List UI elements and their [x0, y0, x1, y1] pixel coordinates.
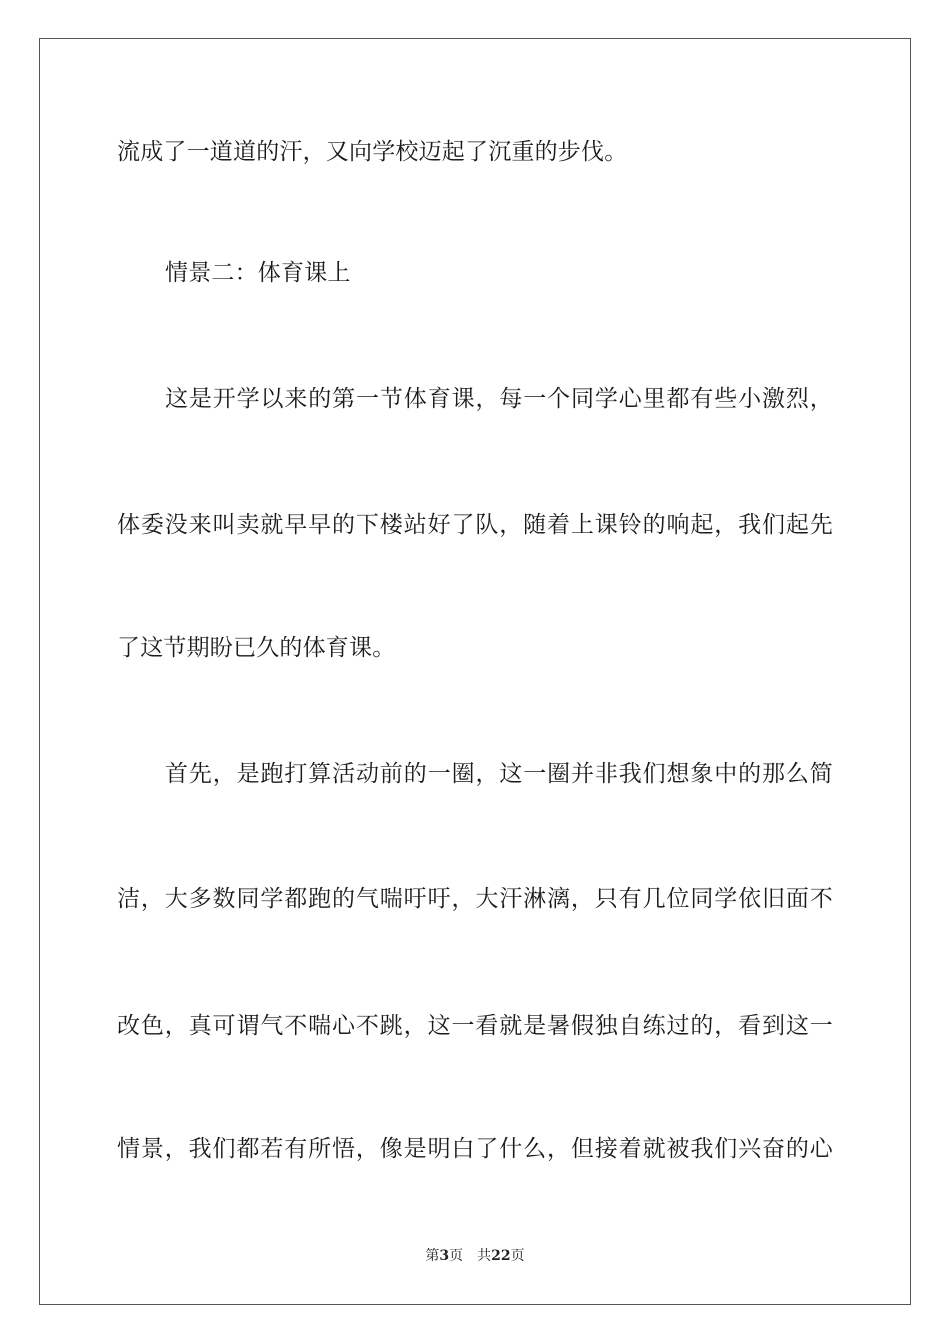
footer-page-suffix: 页 [449, 1248, 464, 1264]
page-footer [0, 1246, 950, 1266]
text-line-8: 改色，真可谓气不喘心不跳，这一看就是暑假独自练过的，看到这一 [117, 1013, 833, 1039]
footer-page-prefix: 第 [425, 1248, 440, 1264]
section-heading: 情景二：体育课上 [165, 260, 351, 286]
footer-page-number: 3 [439, 1248, 450, 1264]
footer-total-prefix: 共 [477, 1248, 492, 1264]
text-line-9: 情景，我们都若有所悟，像是明白了什么，但接着就被我们兴奋的心 [117, 1136, 833, 1162]
footer-total-pages: 22 [491, 1248, 511, 1264]
footer-total-suffix: 页 [510, 1248, 525, 1264]
text-line-1: 流成了一道道的汗，又向学校迈起了沉重的步伐。 [117, 139, 628, 165]
text-line-4: 体委没来叫卖就早早的下楼站好了队，随着上课铃的响起，我们起先 [117, 512, 833, 538]
page-border [39, 38, 911, 1305]
text-line-7: 洁，大多数同学都跑的气喘吁吁，大汗淋漓，只有几位同学依旧面不 [117, 886, 833, 912]
text-line-3: 这是开学以来的第一节体育课，每一个同学心里都有些小激烈， [165, 386, 833, 412]
text-line-6: 首先，是跑打算活动前的一圈，这一圈并非我们想象中的那么简 [165, 761, 833, 787]
text-line-5: 了这节期盼已久的体育课。 [117, 635, 396, 661]
